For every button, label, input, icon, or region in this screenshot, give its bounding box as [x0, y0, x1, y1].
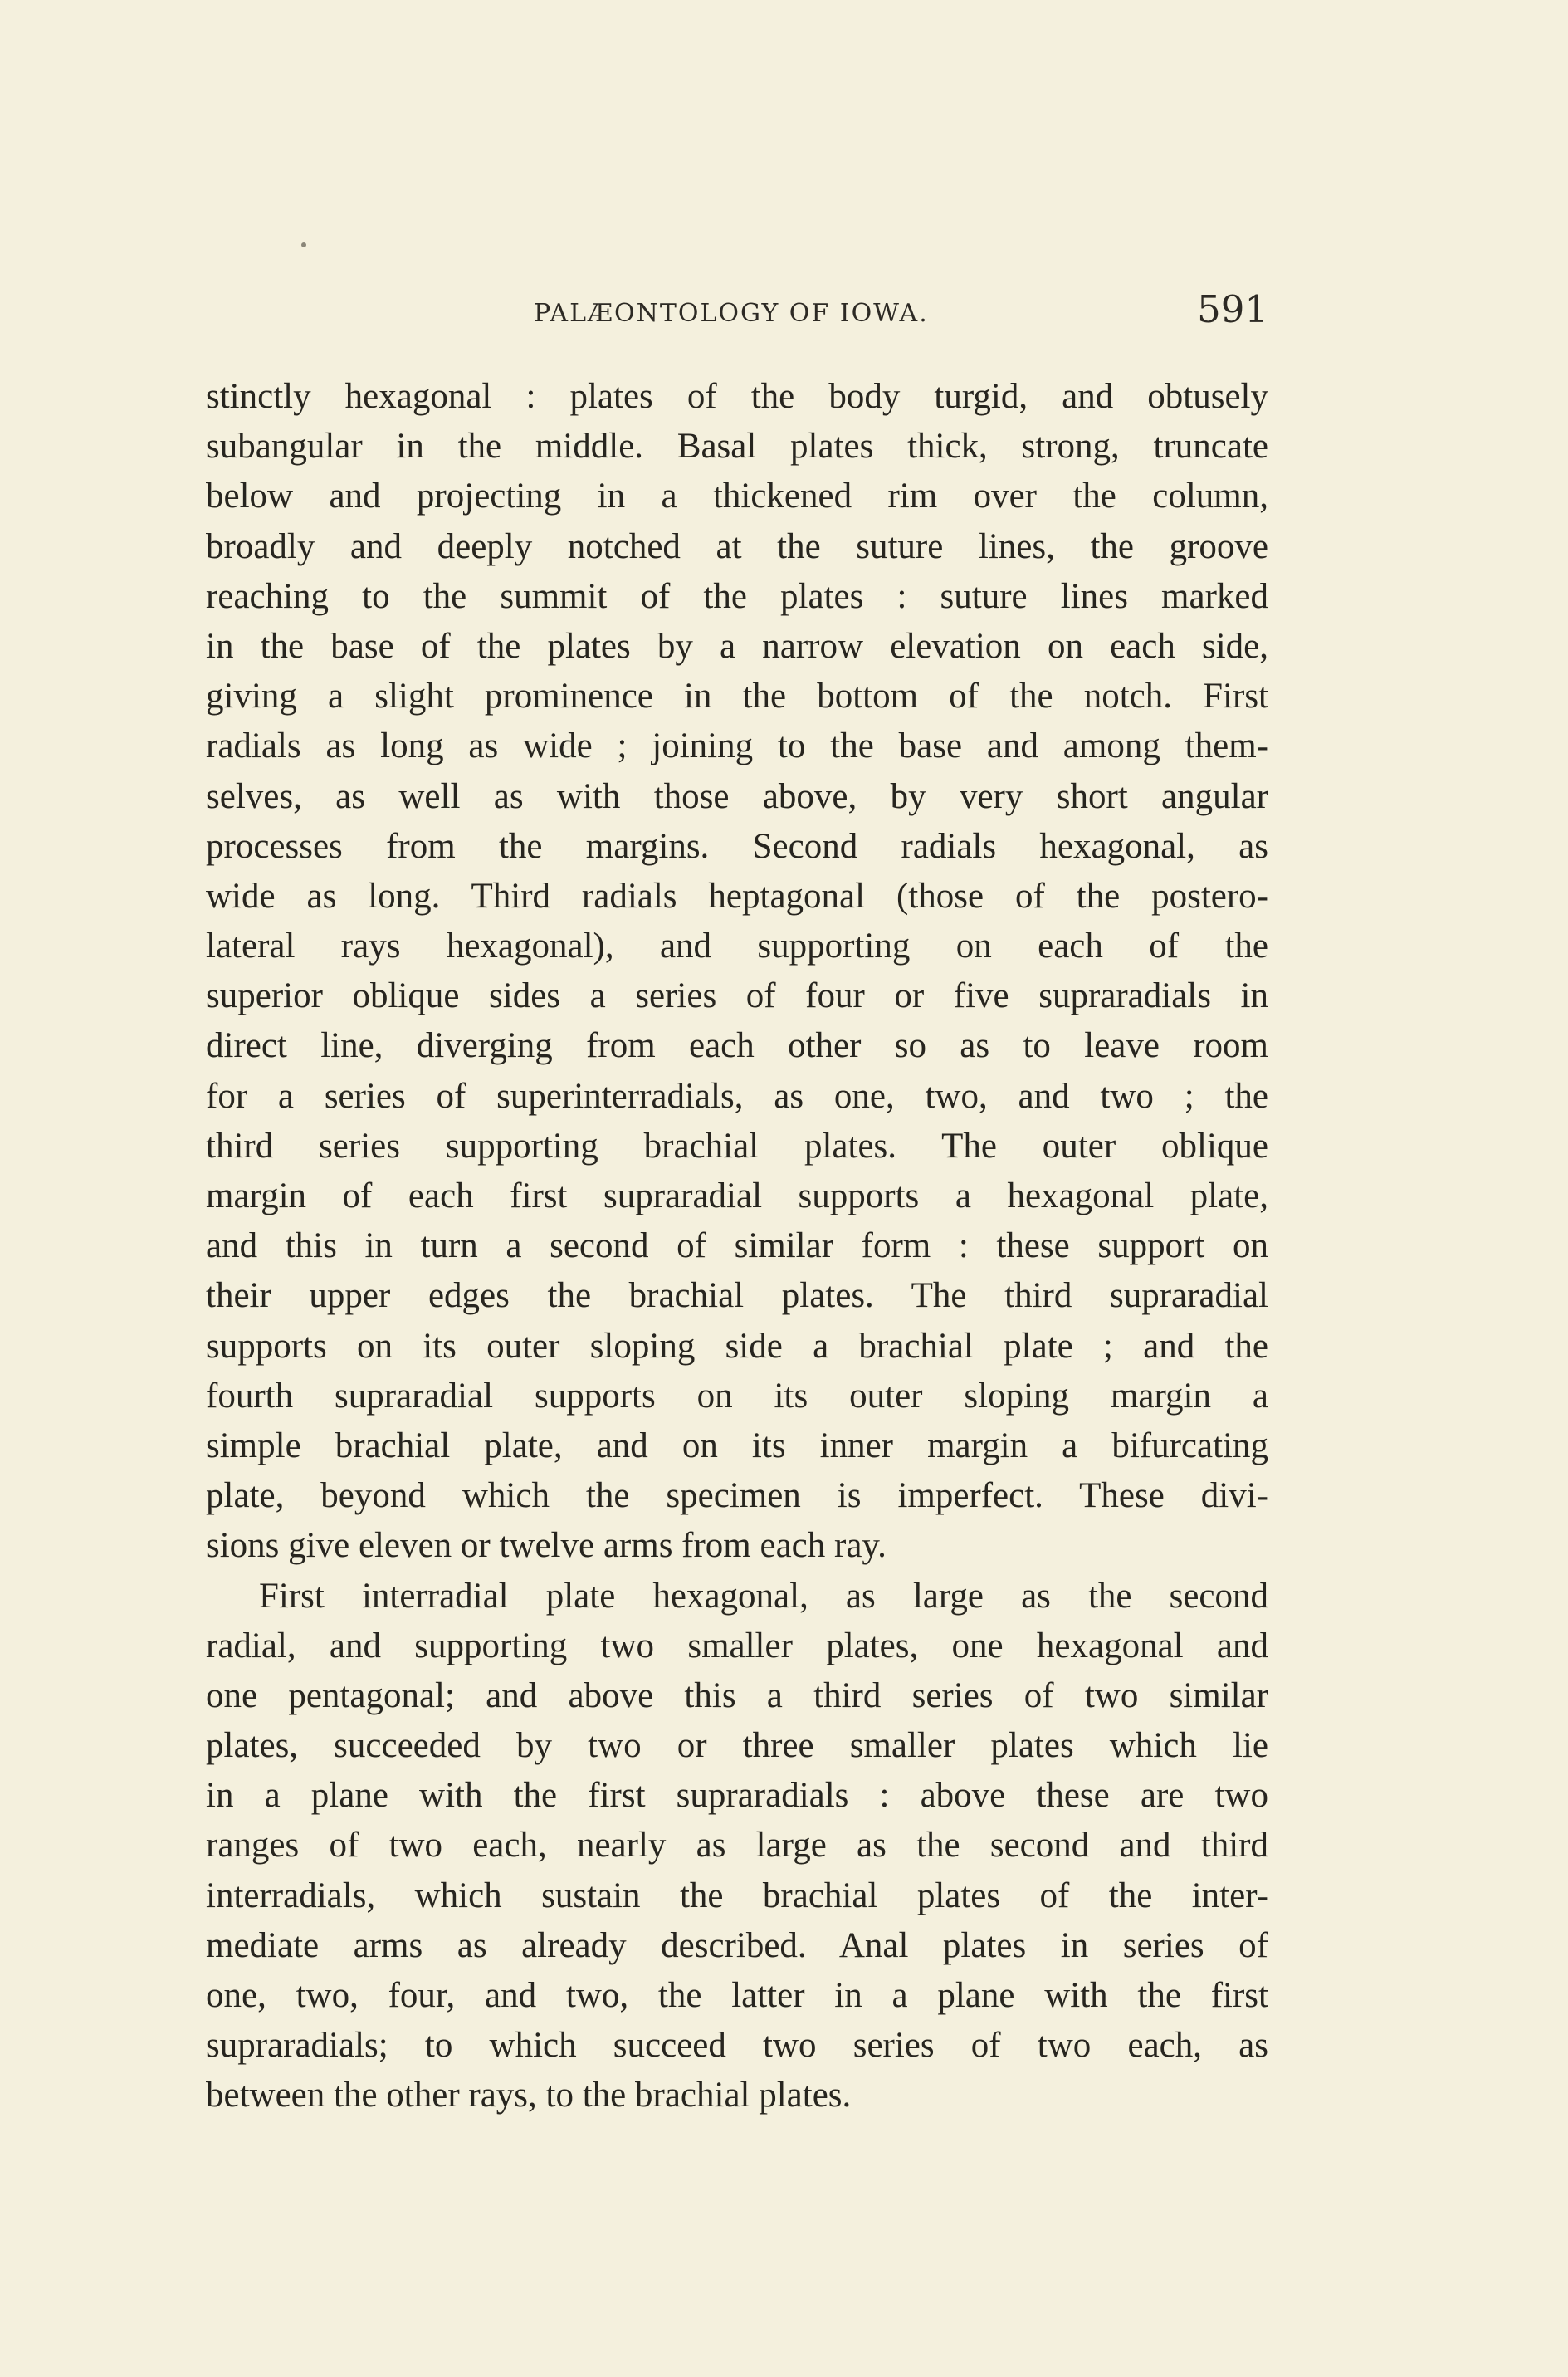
text-line: in a plane with the first supraradials : above these are two — [206, 1776, 1268, 1816]
text-line: fourth supraradial supports on its outer sloping margin a — [206, 1376, 1268, 1416]
text-line: one pentagonal; and above this a third series of two similar — [206, 1675, 1268, 1715]
speck-mark — [301, 242, 306, 247]
text-line: ranges of two each, nearly as large as the second and third — [206, 1826, 1268, 1866]
text-line: lateral rays hexagonal), and supporting on each of the — [206, 927, 1268, 966]
text-line: third series supporting brachial plates. The outer oblique — [206, 1126, 1268, 1166]
text-line: their upper edges the brachial plates. The third supraradial — [206, 1276, 1268, 1316]
paragraph-2 — [206, 1572, 1268, 2121]
text-line: margin of each first supraradial supports a hexagonal plate, — [206, 1176, 1268, 1215]
text-line: First interradial plate hexagonal, as large as the second — [259, 1576, 1268, 1616]
text-line: giving a slight prominence in the bottom of the notch. First — [206, 677, 1268, 717]
text-line: sions give eleven or twelve arms from each ray. — [206, 1526, 887, 1566]
text-line: mediate arms as already described. Anal plates in series of — [206, 1925, 1268, 1965]
text-line: in the base of the plates by a narrow elevation on each side, — [206, 626, 1268, 666]
text-line: for a series of superinterradials, as one, two, and two ; the — [206, 1076, 1268, 1116]
text-line: reaching to the summit of the plates : suture lines marked — [206, 576, 1268, 616]
page-number: 591 — [1197, 287, 1268, 331]
text-line: below and projecting in a thickened rim over the column, — [206, 477, 1268, 516]
text-line: interradials, which sustain the brachial plates of the inter- — [206, 1876, 1268, 1915]
text-line: between the other rays, to the brachial plates. — [206, 2076, 852, 2115]
body-text — [206, 372, 1268, 2121]
text-line: broadly and deeply notched at the suture lines, the groove — [206, 526, 1268, 566]
text-line: subangular in the middle. Basal plates thick, strong, truncate — [206, 427, 1268, 467]
text-line: stinctly hexagonal : plates of the body turgid, and obtusely — [206, 377, 1268, 416]
text-line: supraradials; to which succeed two series of two each, as — [206, 2026, 1268, 2066]
text-line: wide as long. Third radials heptagonal (those of the postero- — [206, 876, 1268, 916]
text-line: one, two, four, and two, the latter in a plane with the first — [206, 1976, 1268, 2015]
paragraph-1 — [206, 372, 1268, 1572]
text-line: direct line, diverging from each other so as to leave room — [206, 1026, 1268, 1066]
text-line: and this in turn a second of similar form : these support on — [206, 1226, 1268, 1266]
text-line: selves, as well as with those above, by very short angular — [206, 776, 1268, 816]
text-line: supports on its outer sloping side a brachial plate ; and the — [206, 1326, 1268, 1366]
page-header — [206, 287, 1268, 337]
text-line: plate, beyond which the specimen is imperfect. These divi- — [206, 1476, 1268, 1516]
text-line: processes from the margins. Second radials hexagonal, as — [206, 826, 1268, 866]
text-line: superior oblique sides a series of four or five supraradials in — [206, 976, 1268, 1016]
running-head: PALÆONTOLOGY OF IOWA. — [534, 299, 929, 328]
text-line: radials as long as wide ; joining to the base and among them- — [206, 726, 1268, 766]
text-line: plates, succeeded by two or three smaller plates which lie — [206, 1726, 1268, 1766]
text-line: simple brachial plate, and on its inner margin a bifurcating — [206, 1426, 1268, 1465]
text-line: radial, and supporting two smaller plates, one hexagonal and — [206, 1626, 1268, 1665]
